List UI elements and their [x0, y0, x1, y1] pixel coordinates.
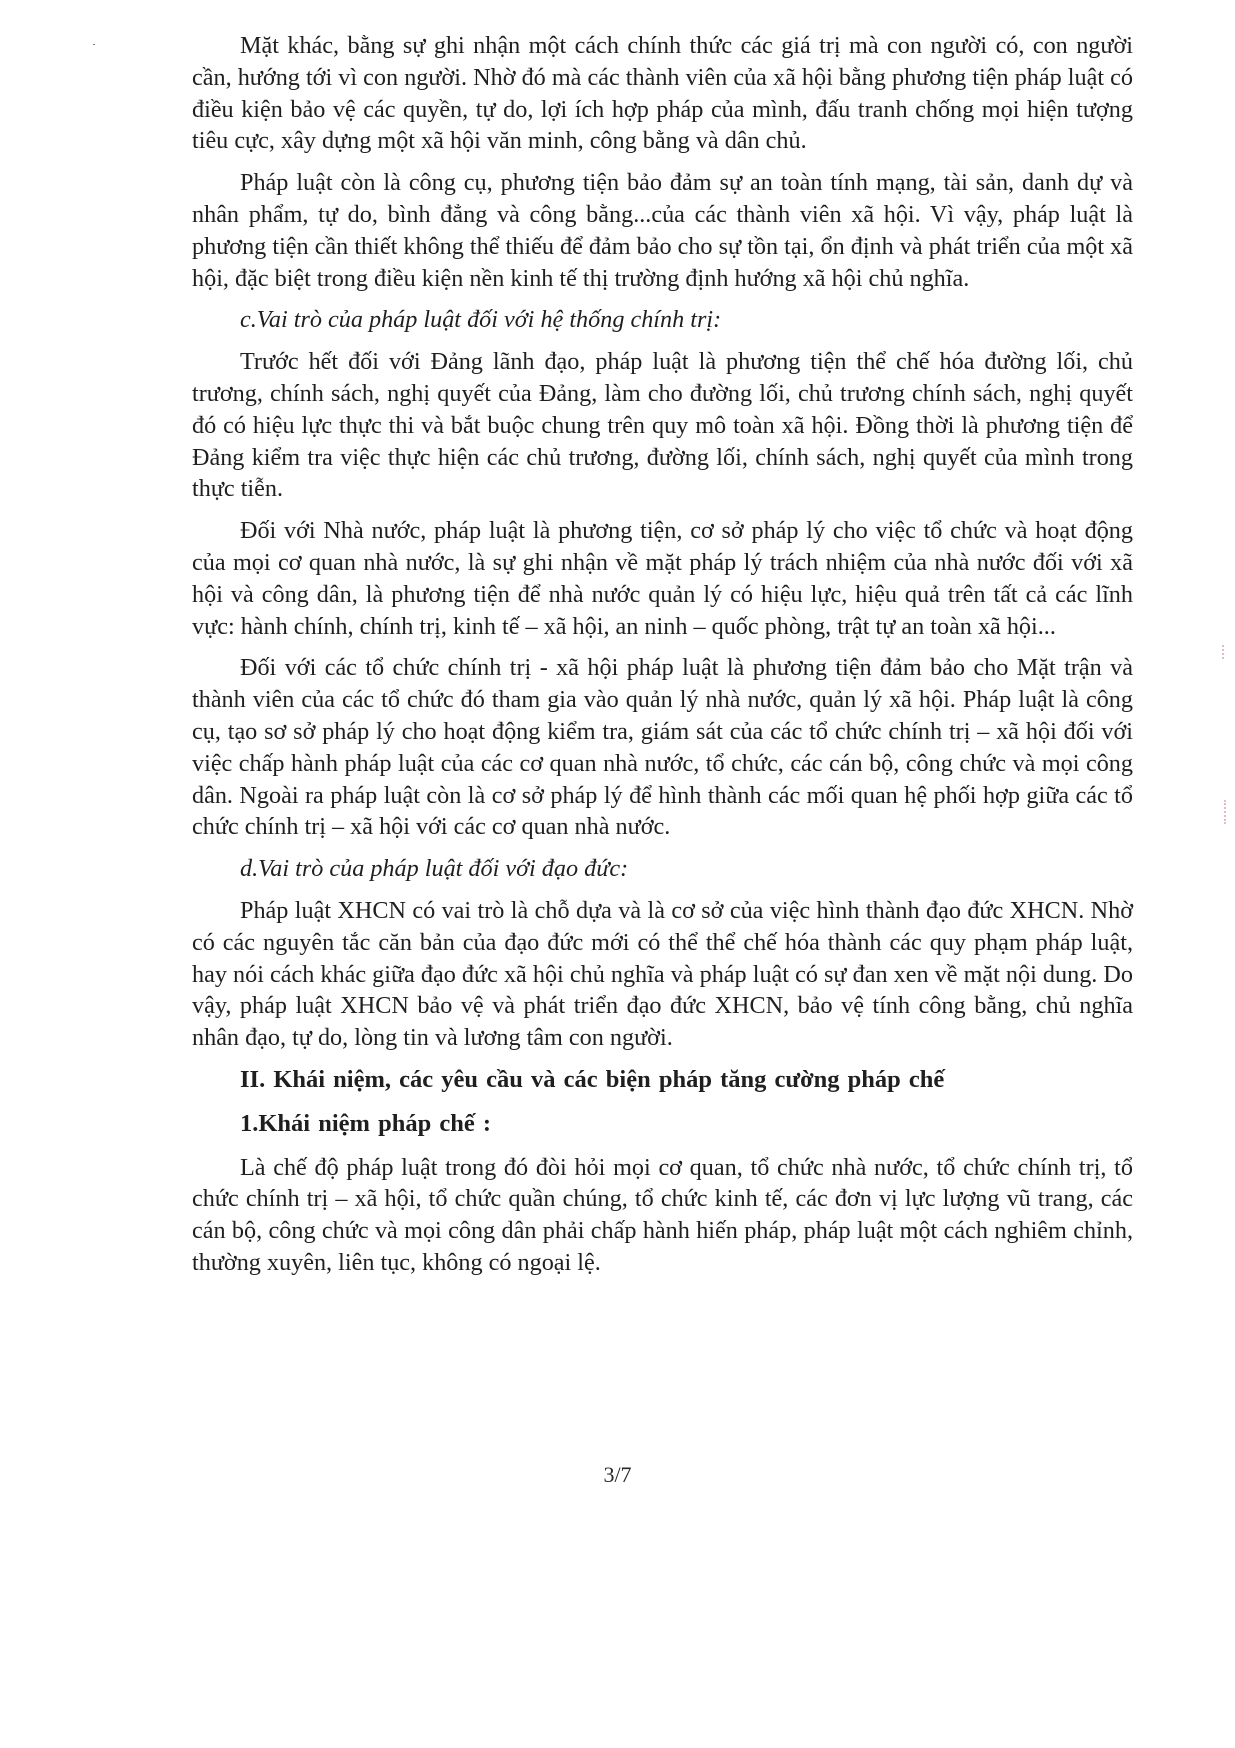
subheading-ethics: d.Vai trò của pháp luật đối với đạo đức: — [240, 855, 629, 883]
document-body — [192, 30, 1133, 1289]
scan-margin-mark — [1224, 800, 1232, 824]
paragraph-rights-protection: Mặt khác, bằng sự ghi nhận một cách chính thức các giá trị mà con người có, con người cần, hướng tới vì con người. Nhờ đó mà các thành viên của xã hội bằng phương tiện pháp luật có điều kiện bảo vệ các quyền, tự do, lợi ích hợp pháp của mình, đấu tranh chống mọi hiện tượng tiêu cực, xây dựng một xã hội văn minh, công bằng và dân chủ. — [192, 32, 1133, 155]
scan-margin-mark — [1222, 645, 1230, 659]
page-number: 3/7 — [603, 1462, 632, 1487]
section-heading-legality: II. Khái niệm, các yêu cầu và các biện pháp tăng cường pháp chế — [240, 1065, 945, 1093]
paragraph-safety-tool: Pháp luật còn là công cụ, phương tiện bảo đảm sự an toàn tính mạng, tài sản, danh dự và nhân phẩm, tự do, bình đẳng và công bằng...của các thành viên xã hội. Vì vậy, pháp luật là phương tiện cần thiết không thể thiếu để đảm bảo cho sự tồn tại, ổn định và phát triển của một xã hội, đặc biệt trong điều kiện nền kinh tế thị trường định hướng xã hội chủ nghĩa. — [192, 169, 1133, 292]
paragraph-socialist-ethics: Pháp luật XHCN có vai trò là chỗ dựa và là cơ sở của việc hình thành đạo đức XHCN. Nhờ có các nguyên tắc căn bản của đạo đức mới có thể thể chế hóa thành các quy phạm pháp luật, hay nói cách khác giữa đạo đức xã hội chủ nghĩa và pháp luật có sự đan xen về mặt nội dung. Do vậy, pháp luật XHCN bảo vệ và phát triển đạo đức XHCN, bảo vệ tính công bằng, chủ nghĩa nhân đạo, tự do, lòng tin và lương tâm con người. — [192, 896, 1133, 1052]
paragraph-party-leadership: Trước hết đối với Đảng lãnh đạo, pháp luật là phương tiện thể chế hóa đường lối, chủ trương, chính sách, nghị quyết của Đảng, làm cho đường lối, chủ trương chính sách, nghị quyết đó có hiệu lực thực thi và bắt buộc chung trên quy mô toàn xã hội. Đồng thời là phương tiện để Đảng kiểm tra việc thực hiện các chủ trương, đường lối, chính sách, nghị quyết của mình trong thực tiễn. — [192, 348, 1133, 503]
paragraph-state: Đối với Nhà nước, pháp luật là phương tiện, cơ sở pháp lý cho việc tổ chức và hoạt động của mọi cơ quan nhà nước, là sự ghi nhận về mặt pháp lý trách nhiệm của nhà nước đối với xã hội và công dân, là phương tiện để nhà nước quản lý có hiệu lực, hiệu quả trên tất cả các lĩnh vực: hành chính, chính trị, kinh tế – xã hội, an ninh – quốc phòng, trật tự an toàn xã hội... — [192, 517, 1133, 640]
subheading-political-system: c.Vai trò của pháp luật đối với hệ thống chính trị: — [240, 306, 722, 334]
paragraph-legality-definition: Là chế độ pháp luật trong đó đòi hỏi mọi cơ quan, tổ chức nhà nước, tổ chức chính trị, tổ chức chính trị – xã hội, tổ chức quần chúng, tổ chức kinh tế, các đơn vị lực lượng vũ trang, các cán bộ, công chức và mọi công dân phải chấp hành hiến pháp, pháp luật một cách nghiêm chỉnh, thường xuyên, liên tục, không có ngoại lệ. — [192, 1153, 1133, 1276]
paragraph-socio-political-orgs: Đối với các tổ chức chính trị - xã hội pháp luật là phương tiện đảm bảo cho Mặt trận và thành viên của các tổ chức đó tham gia vào quản lý nhà nước, quản lý xã hội. Pháp luật là công cụ, tạo sơ sở pháp lý cho hoạt động kiểm tra, giám sát của các tổ chức chính trị – xã hội đối với việc chấp hành pháp luật của các cơ quan nhà nước, tổ chức, các cán bộ, công chức và mọi công dân. Ngoài ra pháp luật còn là cơ sở pháp lý để hình thành các mối quan hệ phối hợp giữa các tổ chức chính trị – xã hội với các cơ quan nhà nước. — [192, 654, 1133, 841]
scan-speck — [93, 44, 95, 45]
section-heading-legality-concept: 1.Khái niệm pháp chế : — [240, 1109, 491, 1137]
